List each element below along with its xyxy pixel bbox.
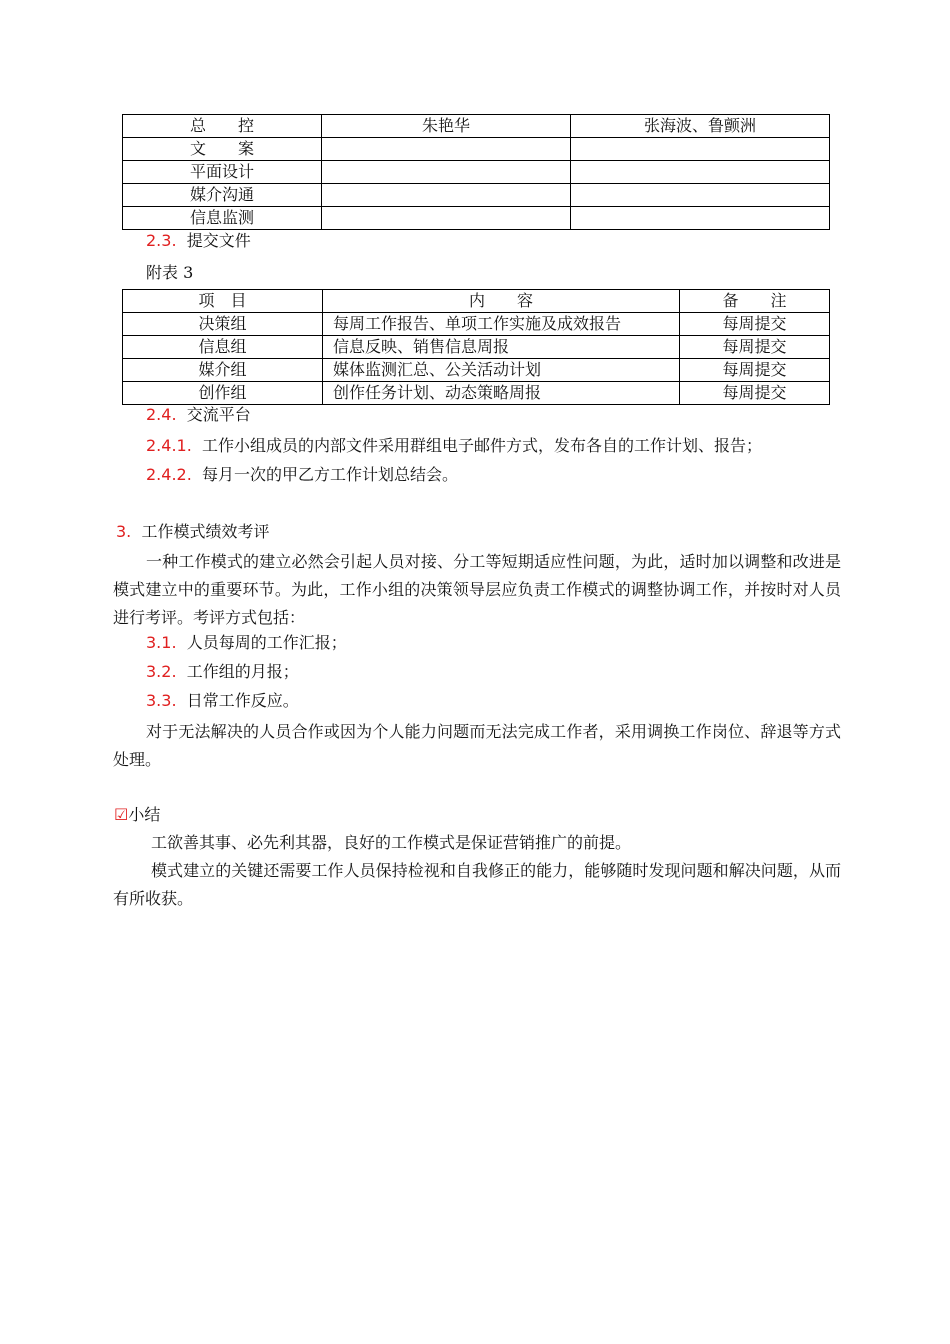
checkbox-checked-icon: ☑ xyxy=(114,805,129,824)
table-cell: 创作任务计划、动态策略周报 xyxy=(323,382,680,405)
table-cell xyxy=(571,207,830,230)
list-item xyxy=(146,632,347,654)
section-number: 2.4. xyxy=(146,405,177,424)
table-cell: 媒体监测汇总、公关活动计划 xyxy=(323,359,680,382)
table-cell: 创作组 xyxy=(123,382,323,405)
item-number: 2.4.1. xyxy=(146,436,192,455)
table-row xyxy=(123,336,830,359)
section-title: 交流平台 xyxy=(186,405,251,424)
table-cell: 信息组 xyxy=(123,336,323,359)
table-cell: 每周工作报告、单项工作实施及成效报告 xyxy=(323,313,680,336)
table-row xyxy=(123,184,830,207)
list-item xyxy=(146,661,299,683)
role-cell: 总 控 xyxy=(123,115,322,138)
table-cell: 每周提交 xyxy=(680,382,830,405)
table-row xyxy=(123,313,830,336)
table-cell xyxy=(322,184,571,207)
item-text: 日常工作反应。 xyxy=(186,691,299,710)
paragraph: 对于无法解决的人员合作或因为个人能力问题而无法完成工作者，采用调换工作岗位、辞退等方式处理。 xyxy=(113,722,841,769)
section-title: 提交文件 xyxy=(186,231,251,250)
table-cell: 决策组 xyxy=(123,313,323,336)
section-heading xyxy=(146,404,251,426)
role-cell: 平面设计 xyxy=(123,161,322,184)
table-cell xyxy=(322,161,571,184)
section-title: 工作模式绩效考评 xyxy=(141,522,270,541)
submission-table xyxy=(122,289,830,405)
summary-title: 小结 xyxy=(128,805,161,824)
table-row xyxy=(123,138,830,161)
item-text: 每月一次的甲乙方工作计划总结会。 xyxy=(201,465,458,484)
item-number: 2.4.2. xyxy=(146,465,192,484)
list-item xyxy=(146,464,458,486)
column-header: 备 注 xyxy=(680,290,830,313)
table-cell: 信息反映、销售信息周报 xyxy=(323,336,680,359)
item-text: 工作组的月报； xyxy=(186,662,299,681)
paragraph: 一种工作模式的建立必然会引起人员对接、分工等短期适应性问题，为此，适时加以调整和改进是模式建立中的重要环节。为此，工作小组的决策领导层应负责工作模式的调整协调工作，并按时对人员进行考评。考评方式包括： xyxy=(113,552,841,627)
table-header-row xyxy=(123,290,830,313)
table-cell xyxy=(571,161,830,184)
table-cell xyxy=(322,138,571,161)
item-text: 工作小组成员的内部文件采用群组电子邮件方式，发布各自的工作计划、报告； xyxy=(201,436,762,455)
table-cell xyxy=(571,184,830,207)
table-cell: 媒介组 xyxy=(123,359,323,382)
item-text: 人员每周的工作汇报； xyxy=(186,633,347,652)
table-cell xyxy=(571,138,830,161)
appendix-label: 附表 3 xyxy=(146,263,194,282)
table-cell xyxy=(322,207,571,230)
item-number: 3.1. xyxy=(146,633,177,652)
table-row xyxy=(123,382,830,405)
role-cell: 媒介沟通 xyxy=(123,184,322,207)
table-row xyxy=(123,161,830,184)
item-number: 3.2. xyxy=(146,662,177,681)
table-row xyxy=(123,207,830,230)
table-cell: 朱艳华 xyxy=(322,115,571,138)
list-item xyxy=(146,690,299,712)
staff-table xyxy=(122,114,830,230)
table-cell: 每周提交 xyxy=(680,336,830,359)
section-number: 2.3. xyxy=(146,231,177,250)
paragraph: 模式建立的关键还需要工作人员保持检视和自我修正的能力，能够随时发现问题和解决问题，从而有所收获。 xyxy=(113,861,841,908)
role-cell: 信息监测 xyxy=(123,207,322,230)
section-heading xyxy=(146,230,251,252)
section-number: 3. xyxy=(116,522,132,541)
list-item xyxy=(146,435,762,457)
paragraph: 工欲善其事、必先利其器，良好的工作模式是保证营销推广的前提。 xyxy=(151,833,632,852)
column-header: 内 容 xyxy=(323,290,680,313)
table-row xyxy=(123,115,830,138)
section-heading xyxy=(116,521,269,543)
item-number: 3.3. xyxy=(146,691,177,710)
summary-heading xyxy=(114,804,160,826)
table-cell: 每周提交 xyxy=(680,359,830,382)
role-cell: 文 案 xyxy=(123,138,322,161)
column-header: 项 目 xyxy=(123,290,323,313)
table-cell: 张海波、鲁颤洲 xyxy=(571,115,830,138)
table-cell: 每周提交 xyxy=(680,313,830,336)
table-row xyxy=(123,359,830,382)
